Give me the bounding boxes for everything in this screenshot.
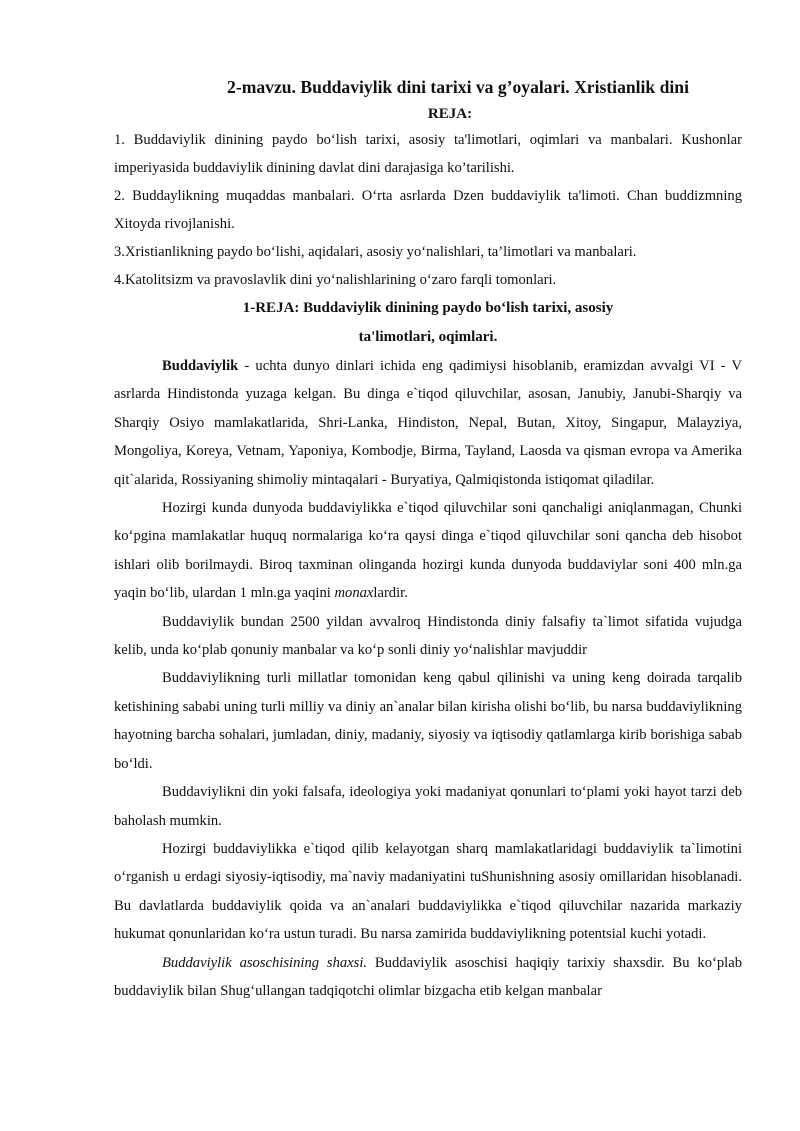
paragraph-2-italic: monax [334, 585, 374, 602]
paragraph-6: Hozirgi buddaviylikka e`tiqod qilib kelayotgan sharq mamlakatlaridagi buddaviylik ta`limotini o‘rganish u erdagi siyosiy-iqtisodiy, ma`naviy madaniyatini tuShunishning asosiy omillaridan hisoblanadi. Bu davlatlarda buddaviylik qoida va an`analari buddaviylikka e`tiqod qiluvchilar nazarida markaziy hukumat qonunlaridan ko‘ra ustun turadi. Bu narsa zamirida buddaviylikning potentsial kuchi yotadi. [114, 840, 742, 943]
paragraph-4: Buddaviylikning turli millatlar tomonidan keng qabul qilinishi va uning keng doirada tarqalib ketishining sababi uning turli milliy va diniy an`analar bilan kirisha olishi bo‘lib, bu narsa buddaviylikning hayotning barcha sohalari, jumladan, diniy, madaniy, siyosiy va iqtisodiy qatlamlarga kirib borishiga sabab bo‘ldi. [114, 670, 742, 772]
plan-item-2: 2. Buddaylikning muqaddas manbalari. O‘rta asrlarda Dzen buddaviylik ta'limoti. Chan buddizmning Xitoyda rivojlanishi. [114, 188, 742, 232]
paragraph-5: Buddaviylikni din yoki falsafa, ideologiya yoki madaniyat qonunlari to‘plami yoki hayot tarzi deb baholash mumkin. [114, 784, 742, 829]
paragraph-2 [114, 494, 742, 608]
paragraph-3: Buddaviylik bundan 2500 yildan avvalroq Hindistonda diniy falsafiy ta`limot sifatida vujudga kelib, unda ko‘plab qonuniy manbalar va ko‘p sonli diniy yo‘nalishlar mavjuddir [114, 613, 742, 659]
paragraph-1 [114, 352, 742, 494]
plan-item-3: 3.Xristianlikning paydo bo‘lishi, aqidalari, asosiy yo‘nalishlari, ta’limotlari va manbalari. [114, 244, 637, 260]
paragraph-7 [114, 949, 742, 1006]
paragraph-1-term: Buddaviylik [162, 358, 239, 374]
plan-item-1: 1. Buddaviylik dinining paydo bo‘lish tarixi, asosiy ta'limotlari, oqimlari va manbalari. Kushonlar imperiyasida buddaviylik dinining davlat dini darajasiga ko’tarilishi. [114, 132, 742, 176]
paragraph-2-tail: lardir. [373, 585, 408, 602]
section-title-line-2: ta'limotlari, oqimlari. [358, 329, 498, 345]
paragraph-7-italic: Buddaviylik asoschisining shaxsi. [162, 954, 368, 971]
document-page [114, 76, 742, 1005]
paragraph-1-text: - uchta dunyo dinlari ichida eng qadimiysi hisoblanib, eramizdan avvalgi VI - V asrlarda Hindistonda yuzaga kelgan. Bu dinga e`tiqod qiluvchilar, asosan, Janubiy, Janubi-Sharqiy va Sharqiy Osiyo mamlakatlarida, Shri-Lanka, Hindiston, Nepal, Butan, Xitoy, Singapur, Malayziya, Mongoliya, Koreya, Vetnam, Yaponiya, Kombodje, Birma, Tayland, Laosda va qisman evropa va Amerika qit`alarida, Rossiyaning shimoliy mintaqalari - Buryatiya, Qalmiqistonda istiqomat qiladilar. [114, 358, 742, 488]
section-title-line-1: 1-REJA: Buddaviylik dinining paydo bo‘lish tarixi, asosiy [242, 300, 614, 316]
plan-item-4: 4.Katolitsizm va pravoslavlik dini yo‘nalishlarining o‘zaro farqli tomonlari. [114, 272, 557, 288]
plan-heading: REJA: [427, 106, 473, 122]
paragraph-2-text: Hozirgi kunda dunyoda buddaviylikka e`tiqod qiluvchilar soni qanchaligi aniqlanmagan, Chunki ko‘pgina mamlakatlar huquq normalariga ko‘ra qaysi dinga e`tiqod qiluvchilar soni qancha deb hisobot ishlari olib borilmaydi. Biroq taxminan olinganda hozirgi kunda dunyoda buddaviylar soni 400 mln.ga yaqin bo‘lib, ulardan 1 mln.ga yaqini [114, 500, 742, 602]
paragraph-7-text: Buddaviylik asoschisi haqiqiy tarixiy shaxsdir. Bu ko‘plab buddaviylik bilan Shug‘ullangan tadqiqotchi olimlar bizgacha etib kelgan manbalar [114, 954, 742, 999]
document-title: 2-mavzu. Buddaviylik dini tarixi va g’oyalari. Xristianlik dini [227, 77, 689, 97]
